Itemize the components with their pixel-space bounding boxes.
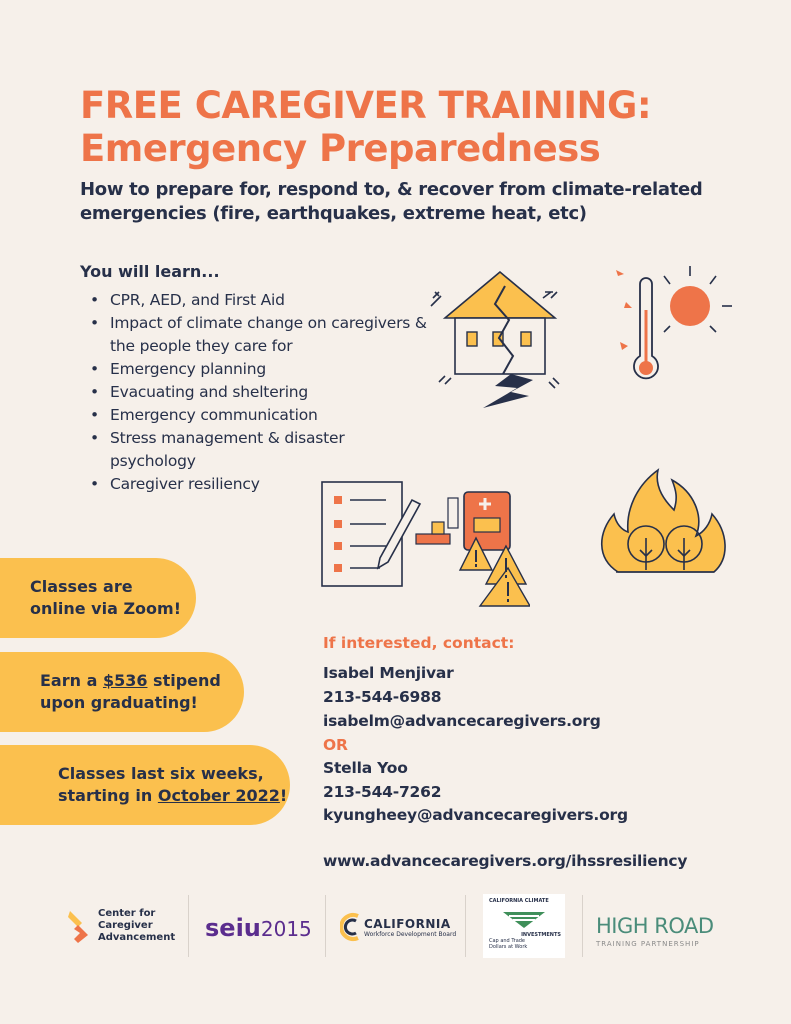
weeks-line-1: Classes last six weeks, bbox=[58, 764, 264, 783]
cwdb-logo bbox=[340, 912, 456, 942]
cca-line-3: Advancement bbox=[98, 932, 176, 943]
cci-caption-1: Cap and Trade bbox=[489, 938, 526, 944]
zoom-info-pill bbox=[0, 558, 196, 638]
cwdb-name: CALIFORNIA bbox=[364, 916, 451, 931]
footer-divider bbox=[188, 895, 189, 957]
footer-divider bbox=[582, 895, 583, 957]
cci-logo bbox=[483, 894, 565, 958]
checklist-emergency-kit-icon bbox=[320, 478, 530, 608]
list-item: • Caregiver resiliency bbox=[90, 473, 430, 496]
contact-phone-1[interactable]: 213-544-6988 bbox=[323, 688, 442, 706]
duration-text bbox=[58, 763, 287, 807]
cwdb-sub: Workforce Development Board bbox=[364, 930, 457, 938]
website-link[interactable]: www.advancecaregivers.org/ihssresiliency bbox=[323, 852, 688, 870]
seiu-logo bbox=[205, 914, 312, 942]
contact-phone-2[interactable]: 213-544-7262 bbox=[323, 783, 442, 801]
page-title bbox=[80, 84, 760, 170]
duration-pill bbox=[0, 745, 290, 825]
weeks-date: October 2022 bbox=[157, 786, 280, 805]
stipend-text bbox=[40, 670, 221, 714]
stipend-amount: $536 bbox=[102, 671, 148, 690]
title-line-2: Emergency Preparedness bbox=[80, 127, 601, 170]
contact-email-1[interactable]: isabelm@advancecaregivers.org bbox=[323, 712, 601, 730]
seiu-name: seiu bbox=[205, 914, 261, 942]
contact-name-2: Stella Yoo bbox=[323, 759, 408, 777]
highroad-logo bbox=[596, 914, 714, 948]
zoom-line-1: Classes are bbox=[30, 577, 133, 596]
cci-mark-icon bbox=[503, 906, 545, 932]
contact-email-2[interactable]: kyungheey@advancecaregivers.org bbox=[323, 806, 628, 824]
cwdb-text bbox=[364, 917, 456, 938]
footer-divider bbox=[325, 895, 326, 957]
cca-logo bbox=[68, 908, 175, 944]
page-subtitle: How to prepare for, respond to, & recover from climate-related emergencies (fire, earthquakes, extreme heat, etc) bbox=[80, 179, 703, 224]
stipend-post: stipend bbox=[147, 671, 221, 690]
house-earthquake-icon bbox=[425, 268, 575, 418]
thermometer-sun-icon bbox=[610, 262, 735, 397]
learn-list bbox=[90, 289, 430, 496]
footer-divider bbox=[465, 895, 466, 957]
list-item: • Evacuating and sheltering bbox=[90, 381, 430, 404]
cci-top: CALIFORNIA CLIMATE bbox=[489, 898, 549, 904]
title-line-1: FREE CAREGIVER TRAINING: bbox=[80, 84, 652, 127]
stipend-line-2: upon graduating! bbox=[40, 693, 198, 712]
stipend-pre: Earn a bbox=[40, 671, 103, 690]
stipend-pill bbox=[0, 652, 244, 732]
learn-heading: You will learn... bbox=[80, 262, 220, 281]
list-item: • Impact of climate change on caregivers & the people they care for bbox=[90, 312, 430, 358]
list-item: • CPR, AED, and First Aid bbox=[90, 289, 430, 312]
zoom-info-text bbox=[30, 576, 181, 620]
highroad-name: HIGH ROAD bbox=[596, 914, 714, 938]
contact-name-1: Isabel Menjivar bbox=[323, 664, 454, 682]
cca-text bbox=[98, 908, 175, 944]
weeks-post: ! bbox=[279, 786, 288, 805]
cca-chevron-icon bbox=[68, 909, 90, 943]
list-item: • Stress management & disaster psychology bbox=[90, 427, 430, 473]
cwdb-c-icon bbox=[340, 912, 362, 942]
cci-caption bbox=[489, 938, 527, 950]
cci-bottom: INVESTMENTS bbox=[521, 932, 561, 938]
contact-or: OR bbox=[323, 736, 348, 754]
cca-line-2: Caregiver bbox=[98, 920, 153, 931]
cca-line-1: Center for bbox=[98, 908, 156, 919]
seiu-number: 2015 bbox=[260, 917, 312, 941]
weeks-pre: starting in bbox=[58, 786, 158, 805]
contact-heading: If interested, contact: bbox=[323, 634, 515, 652]
list-item: • Emergency communication bbox=[90, 404, 430, 427]
zoom-line-2: online via Zoom! bbox=[30, 599, 181, 618]
wildfire-icon bbox=[596, 462, 734, 580]
highroad-sub: TRAINING PARTNERSHIP bbox=[596, 940, 700, 948]
cci-caption-2: Dollars at Work bbox=[489, 944, 528, 950]
list-item: • Emergency planning bbox=[90, 358, 430, 381]
